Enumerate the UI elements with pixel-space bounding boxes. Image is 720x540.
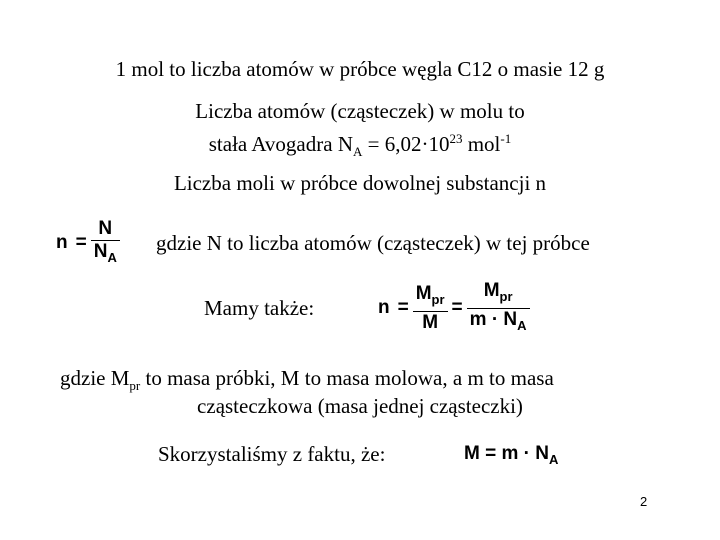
formula1-numerator: N xyxy=(98,218,113,239)
formula-m-equals-m-na xyxy=(464,443,558,467)
text-line-avogadro-constant xyxy=(0,127,720,164)
avogadro-prefix: stała Avogadra N xyxy=(208,132,353,156)
formula2-lhs: n xyxy=(378,297,390,319)
formula1-fraction xyxy=(91,218,120,269)
line7-prefix: gdzie M xyxy=(60,366,130,390)
avogadro-subscript: A xyxy=(352,144,363,160)
formula-n-equals-n-over-na xyxy=(52,218,120,269)
text-line-we-also-have: Mamy także: xyxy=(204,296,315,320)
avogadro-exponent: 23 xyxy=(449,131,463,146)
formula2-denominator2: $m \cdot N_A$ xyxy=(467,308,530,337)
formula1-eq: = xyxy=(75,232,87,254)
formula1-lhs: n xyxy=(56,232,68,254)
text-line-where-n-is: gdzie N to liczba atomów (cząsteczek) w tej próbce xyxy=(156,231,590,255)
avogadro-unit-exponent: -1 xyxy=(500,131,512,146)
formula2-numerator2: $M_{pr}$ xyxy=(483,280,513,304)
line7-rest: to masa próbki, M to masa molowa, a m to masa xyxy=(140,366,554,390)
formula3-subscript: A xyxy=(548,451,559,467)
text-line-moles-in-sample: Liczba moli w próbce dowolnej substancji n xyxy=(173,171,547,195)
formula-n-equals-mpr-over-m xyxy=(374,280,530,337)
formula2-eq1: = xyxy=(397,297,409,319)
text-line-we-used-fact: Skorzystaliśmy z faktu, że: xyxy=(158,442,386,466)
avogadro-base: 10 xyxy=(428,132,450,156)
formula2-eq2: = xyxy=(451,297,463,319)
page-number: 2 xyxy=(640,494,648,509)
formula3-text: M = m · N xyxy=(464,443,549,464)
formula2-fraction2 xyxy=(467,280,530,337)
formula2-numerator1: $M_{pr}$ xyxy=(415,282,445,307)
text-line-molecular-mass: cząsteczkowa (masa jednej cząsteczki) xyxy=(197,394,523,418)
formula2-denominator1: M xyxy=(413,311,448,334)
text-line-atoms-in-mol: Liczba atomów (cząsteczek) w molu to xyxy=(195,99,525,123)
formula1-denominator: $N_A$ xyxy=(91,240,120,269)
formula2-fraction1 xyxy=(413,283,448,334)
avogadro-value: = 6,02 xyxy=(362,132,422,156)
line7-subscript: pr xyxy=(129,378,141,394)
avogadro-dot: · xyxy=(421,132,429,156)
avogadro-unit: mol xyxy=(462,132,501,156)
text-line-mol-definition: 1 mol to liczba atomów w próbce węgla C12 o masie 12 g xyxy=(115,57,605,81)
